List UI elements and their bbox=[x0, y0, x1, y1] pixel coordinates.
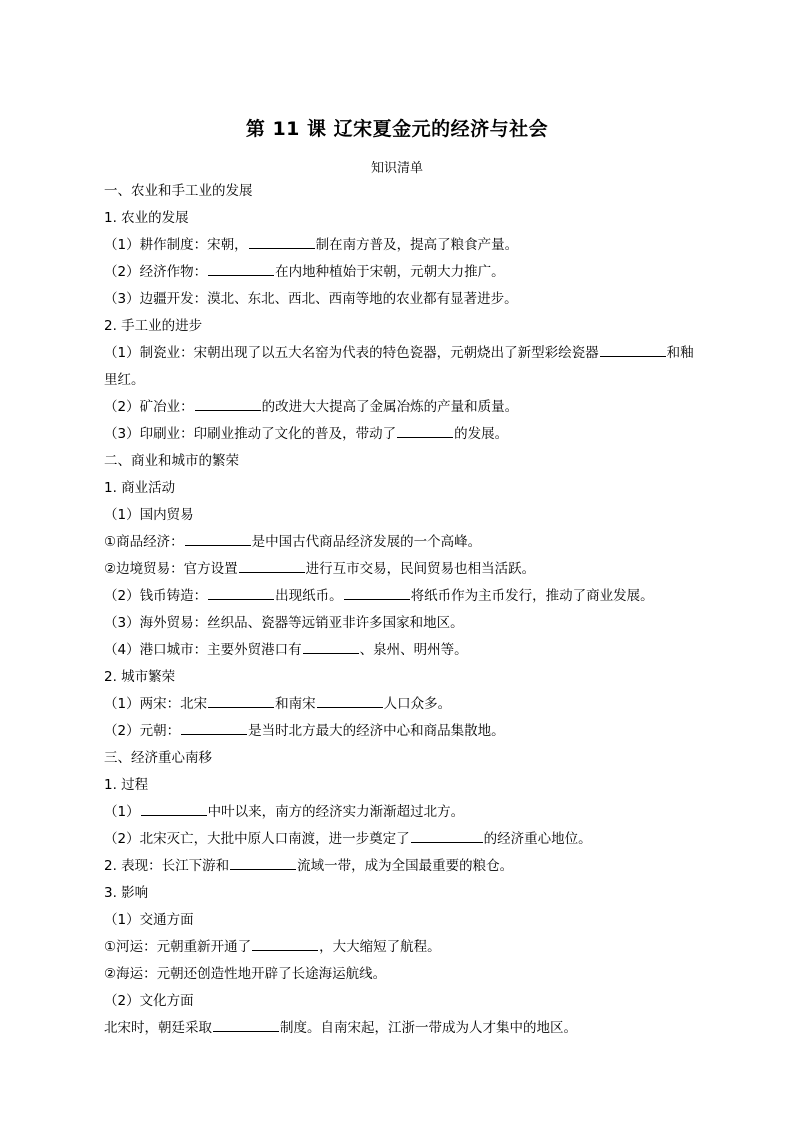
text: （2）矿冶业： bbox=[104, 399, 194, 415]
text: 2. 表现：长江下游和 bbox=[104, 858, 230, 874]
text: 1. 过程 bbox=[104, 777, 149, 793]
text: （2）经济作物： bbox=[104, 264, 208, 280]
content-line bbox=[104, 1015, 724, 1042]
answer-blank[interactable] bbox=[208, 261, 274, 276]
text: ，大大缩短了航程。 bbox=[319, 939, 441, 955]
text: 在内地种植始于宋朝，元朝大力推广。 bbox=[275, 264, 505, 280]
text: 和釉 bbox=[666, 345, 694, 361]
text: 、泉州、明州等。 bbox=[359, 642, 468, 658]
text: 一、农业和手工业的发展 bbox=[104, 183, 253, 199]
text: 中叶以来，南方的经济实力渐渐超过北方。 bbox=[207, 804, 465, 820]
content-line bbox=[104, 799, 724, 826]
answer-blank[interactable] bbox=[252, 936, 318, 951]
text: 北宋时，朝廷采取 bbox=[104, 1020, 212, 1036]
text: 出现纸币。 bbox=[275, 588, 343, 604]
subsection-heading bbox=[104, 205, 724, 232]
text: （2）钱币铸造： bbox=[104, 588, 208, 604]
content-line bbox=[104, 394, 724, 421]
text: 流域一带，成为全国最重要的粮仓。 bbox=[297, 858, 514, 874]
content-line bbox=[104, 961, 724, 988]
answer-blank[interactable] bbox=[208, 693, 274, 708]
page-subtitle: 知识清单 bbox=[370, 161, 423, 176]
content-line bbox=[104, 340, 724, 367]
content-line bbox=[104, 853, 724, 880]
content-line bbox=[104, 907, 724, 934]
text: 3. 影响 bbox=[104, 885, 149, 901]
section-heading bbox=[104, 178, 724, 205]
content-line bbox=[104, 529, 724, 556]
answer-blank[interactable] bbox=[195, 396, 261, 411]
content-line bbox=[104, 232, 724, 259]
text: （1）国内贸易 bbox=[104, 507, 194, 523]
answer-blank[interactable] bbox=[411, 828, 483, 843]
content-line bbox=[104, 691, 724, 718]
text: 制在南方普及，提高了粮食产量。 bbox=[315, 237, 519, 253]
content-line bbox=[104, 421, 724, 448]
text: （3）印刷业：印刷业推动了文化的普及，带动了 bbox=[104, 426, 397, 442]
content-line bbox=[104, 610, 724, 637]
text: （3）海外贸易：丝织品、瓷器等远销亚非许多国家和地区。 bbox=[104, 615, 464, 631]
text: （2）文化方面 bbox=[104, 993, 194, 1009]
text: 是当时北方最大的经济中心和商品集散地。 bbox=[248, 723, 505, 739]
text: 和南宋 bbox=[275, 696, 316, 712]
answer-blank[interactable] bbox=[397, 423, 453, 438]
text: （1）两宋：北宋 bbox=[104, 696, 208, 712]
text: （1）交通方面 bbox=[104, 912, 194, 928]
content-line bbox=[104, 286, 724, 313]
text: 1. 农业的发展 bbox=[104, 210, 189, 226]
content-line bbox=[104, 259, 724, 286]
text: ①商品经济： bbox=[104, 534, 184, 550]
content-line bbox=[104, 718, 724, 745]
text: 的改进大大提高了金属冶炼的产量和质量。 bbox=[261, 399, 519, 415]
text: 的发展。 bbox=[454, 426, 509, 442]
document-body bbox=[104, 178, 724, 1042]
text: （3）边疆开发：漠北、东北、西北、西南等地的农业都有显著进步。 bbox=[104, 291, 518, 307]
text: ②海运：元朝还创造性地开辟了长途海运航线。 bbox=[104, 966, 387, 982]
text: （2）元朝： bbox=[104, 723, 181, 739]
text: 1. 商业活动 bbox=[104, 480, 176, 496]
text: 是中国古代商品经济发展的一个高峰。 bbox=[251, 534, 482, 550]
text: 里红。 bbox=[104, 372, 145, 388]
content-line bbox=[104, 583, 724, 610]
text: 制度。自南宋起，江浙一带成为人才集中的地区。 bbox=[280, 1020, 577, 1036]
text: ②边境贸易：官方设置 bbox=[104, 561, 238, 577]
content-line bbox=[104, 502, 724, 529]
subsection-heading bbox=[104, 475, 724, 502]
text: 三、经济重心南移 bbox=[104, 750, 212, 766]
answer-blank[interactable] bbox=[249, 234, 315, 249]
content-line bbox=[104, 988, 724, 1015]
text: 二、商业和城市的繁荣 bbox=[104, 453, 239, 469]
section-heading bbox=[104, 745, 724, 772]
text: 2. 手工业的进步 bbox=[104, 318, 203, 334]
content-line-continued bbox=[0, 367, 724, 394]
answer-blank[interactable] bbox=[141, 801, 207, 816]
text: 将纸币作为主币发行，推动了商业发展。 bbox=[410, 588, 654, 604]
answer-blank[interactable] bbox=[344, 585, 410, 600]
answer-blank[interactable] bbox=[317, 693, 383, 708]
content-line bbox=[104, 556, 724, 583]
answer-blank[interactable] bbox=[600, 342, 666, 357]
answer-blank[interactable] bbox=[185, 531, 251, 546]
text: （2）北宋灭亡，大批中原人口南渡，进一步奠定了 bbox=[104, 831, 410, 847]
subsection-heading bbox=[104, 313, 724, 340]
text: 2. 城市繁荣 bbox=[104, 669, 176, 685]
text: 进行互市交易，民间贸易也相当活跃。 bbox=[305, 561, 536, 577]
content-line bbox=[104, 826, 724, 853]
answer-blank[interactable] bbox=[303, 639, 359, 654]
answer-blank[interactable] bbox=[239, 558, 305, 573]
text: （1）制瓷业：宋朝出现了以五大名窑为代表的特色瓷器，元朝烧出了新型彩绘瓷器 bbox=[104, 345, 599, 361]
text: （4）港口城市：主要外贸港口有 bbox=[104, 642, 302, 658]
text: 人口众多。 bbox=[383, 696, 452, 712]
answer-blank[interactable] bbox=[213, 1017, 279, 1032]
answer-blank[interactable] bbox=[230, 855, 296, 870]
text: （1） bbox=[104, 804, 140, 820]
page-title: 第 11 课 辽宋夏金元的经济与社会 bbox=[245, 118, 549, 140]
text: 的经济重心地位。 bbox=[483, 831, 592, 847]
section-heading bbox=[104, 448, 724, 475]
text: （1）耕作制度：宋朝， bbox=[104, 237, 248, 253]
answer-blank[interactable] bbox=[181, 720, 247, 735]
text: ①河运：元朝重新开通了 bbox=[104, 939, 252, 955]
answer-blank[interactable] bbox=[208, 585, 274, 600]
subsection-heading bbox=[104, 772, 724, 799]
subsection-heading bbox=[104, 880, 724, 907]
content-line bbox=[104, 934, 724, 961]
content-line bbox=[104, 637, 724, 664]
subsection-heading bbox=[104, 664, 724, 691]
